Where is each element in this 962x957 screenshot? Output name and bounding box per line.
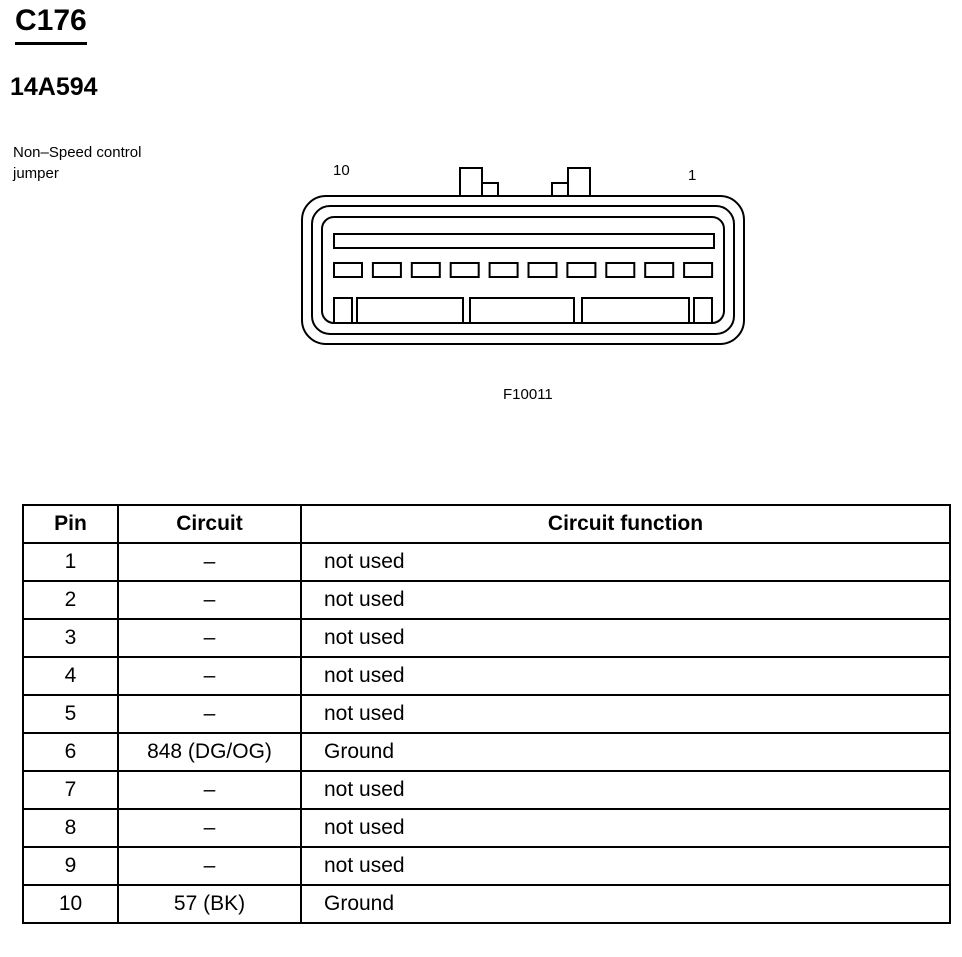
circuit-cell: – (118, 771, 301, 809)
circuit-cell: – (118, 809, 301, 847)
header-circuit: Circuit (118, 505, 301, 543)
pin-cell: 5 (23, 695, 118, 733)
pin-label-left: 10 (333, 162, 350, 179)
connector-shell-outer (302, 196, 744, 344)
function-cell: Ground (301, 733, 950, 771)
pin-cell: 2 (23, 581, 118, 619)
circuit-cell: 848 (DG/OG) (118, 733, 301, 771)
pin-cell: 7 (23, 771, 118, 809)
circuit-cell: 57 (BK) (118, 885, 301, 923)
header-circuit-function: Circuit function (301, 505, 950, 543)
table-row (23, 657, 950, 695)
function-cell: not used (301, 619, 950, 657)
description-line-1: Non–Speed control (13, 144, 142, 161)
part-number: 14A594 (10, 73, 98, 101)
circuit-cell: – (118, 581, 301, 619)
function-cell: not used (301, 543, 950, 581)
circuit-cell: – (118, 847, 301, 885)
pin-cell: 4 (23, 657, 118, 695)
table-row (23, 809, 950, 847)
pin-cell: 6 (23, 733, 118, 771)
pin-cell: 10 (23, 885, 118, 923)
pin-label-right: 1 (688, 167, 697, 184)
table-header-row (23, 505, 950, 543)
table-row (23, 885, 950, 923)
pin-cell: 9 (23, 847, 118, 885)
pin-cell: 8 (23, 809, 118, 847)
function-cell: not used (301, 581, 950, 619)
pin-cell: 3 (23, 619, 118, 657)
function-cell: Ground (301, 885, 950, 923)
table-row (23, 695, 950, 733)
function-cell: not used (301, 695, 950, 733)
function-cell: not used (301, 809, 950, 847)
header-pin: Pin (23, 505, 118, 543)
circuit-cell: – (118, 619, 301, 657)
pin-cell: 1 (23, 543, 118, 581)
pinout-table-body (23, 543, 950, 923)
circuit-cell: – (118, 543, 301, 581)
table-row (23, 581, 950, 619)
table-row (23, 847, 950, 885)
connector-id: C176 (15, 4, 87, 45)
description-line-2: jumper (13, 165, 59, 182)
function-cell: not used (301, 657, 950, 695)
circuit-cell: – (118, 657, 301, 695)
table-row (23, 543, 950, 581)
circuit-cell: – (118, 695, 301, 733)
connector-face-diagram (295, 163, 755, 353)
function-cell: not used (301, 771, 950, 809)
table-row (23, 771, 950, 809)
function-cell: not used (301, 847, 950, 885)
table-row (23, 619, 950, 657)
pinout-table (22, 504, 951, 924)
connector-description (13, 142, 213, 184)
table-row (23, 733, 950, 771)
figure-id: F10011 (503, 386, 553, 403)
